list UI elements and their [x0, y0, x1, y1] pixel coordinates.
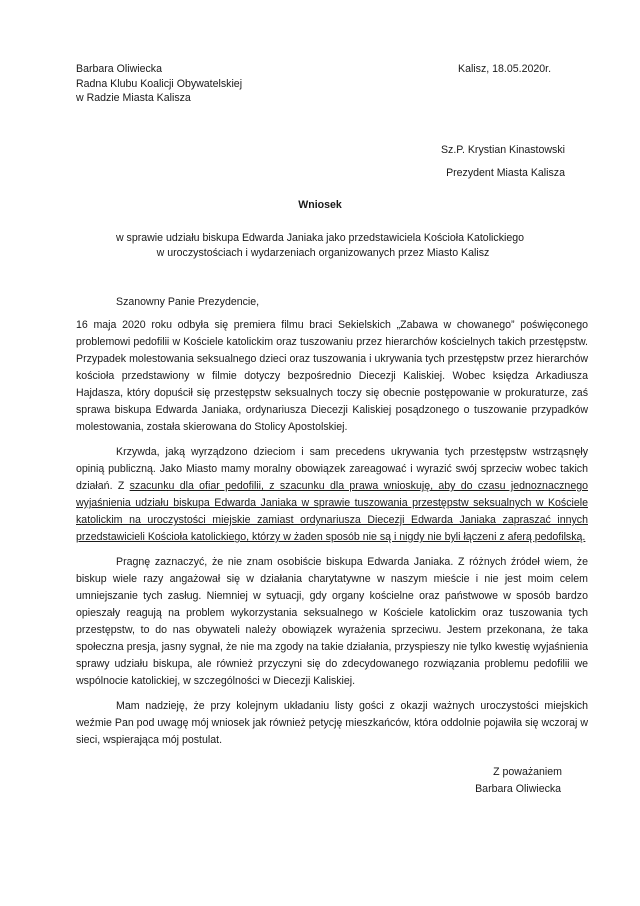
closing-phrase: Z poważaniem	[493, 766, 562, 778]
subject-line-1: w sprawie udziału biskupa Edwarda Janiaka jako przedstawiciela Kościoła Katolickiego	[115, 232, 525, 244]
recipient-name: Sz.P. Krystian Kinastowski	[440, 144, 565, 156]
closing-block	[475, 764, 562, 798]
document-title: Wniosek	[298, 199, 342, 211]
subject-line-2: w uroczystościach i wydarzeniach organizowanych przez Miasto Kalisz	[156, 247, 490, 259]
paragraph-2-underlined-request: szacunku dla ofiar pedofilii, z szacunku dla prawa wnioskuję, aby do czasu jednoznacznego wyjaśnienia udziału biskupa Edwarda Janiaka w sprawie tuszowania przestępstw seksualnych w Kościele katolickim na uroczystości miejskie zamiast ordynariusza Diecezji Edwarda Janiaka zapraszać innych przedstawicieli Kościoła katolickiego, którzy w żaden sposób nie są i nigdy nie byli łączeni z aferą pedofilską.	[76, 480, 589, 543]
recipient-block	[441, 143, 565, 189]
paragraph-3: Pragnę zaznaczyć, że nie znam osobiście biskupa Edwarda Janiaka. Z różnych źródeł wiem, że biskup wiele razy angażował się w działania charytatywne w naszym mieście i nie jest moim celem umniejszanie tych zasług. Niemniej w sytuacji, gdy organy kościelne oraz państwowe w sposób bardzo opieszały reagują na problem wykorzystania seksualnego w Kościele katolickim oraz tuszowania tych przestępstw, to do nas obywateli należy obowiązek wyrażenia sprzeciwu. Jestem przekonana, że taka społeczna presja, jasny sygnał, że nie ma zgody na takie działania, przyspieszy nie tylko kwestię wyjaśnienia sprawy udziału biskupa, ale również przyczyni się do zdecydowanego rozwiązania problemu pedofilii we wspólnocie katolickiej, w szczególności w Diecezji Kaliskiej.	[76, 556, 588, 687]
sender-name: Barbara Oliwiecka	[76, 63, 162, 75]
paragraph-2	[76, 444, 588, 546]
letter-body	[76, 294, 588, 757]
recipient-title: Prezydent Miasta Kalisza	[446, 167, 565, 179]
sender-role: Radna Klubu Koalicji Obywatelskiej	[76, 77, 243, 90]
sender-block	[76, 62, 242, 106]
paragraph-2-text: Krzywda, jaką wyrządzono dzieciom i sam precedens ukrywania tych przestępstw wstrząsnęły opinią publiczną. Jako Miasto mamy moralny obowiązek zareagować i wyrazić swój sprzeciw wobec takich działań. Z	[76, 446, 588, 492]
signature: Barbara Oliwiecka	[475, 783, 562, 795]
salutation: Szanowny Panie Prezydencie,	[116, 296, 260, 308]
paragraph-4: Mam nadzieję, że przy kolejnym układaniu listy gości z okazji ważnych uroczystości miejskich weźmie Pan pod uwagę mój wniosek jak również petycję mieszkańców, która oddolnie pojawiła się wczoraj w sieci, wspierająca mój postulat.	[76, 700, 588, 746]
document-subject	[0, 231, 640, 261]
sender-council: w Radzie Miasta Kalisza	[76, 92, 191, 104]
letter-date: Kalisz, 18.05.2020r.	[458, 63, 552, 75]
paragraph-1: 16 maja 2020 roku odbyła się premiera filmu braci Sekielskich „Zabawa w chowanego” poświęconego problemowi pedofilii w Kościele katolickim oraz tuszowaniu przez hierarchów kościelnych takich przestępstw. Przypadek molestowania seksualnego dzieci oraz tuszowania i ukrywania tych przestępstw przez hierarchów kościoła przedstawiony w filmie dotyczy bezpośrednio Diecezji Kaliskiej. Wobec księdza Arkadiusza Hajdasza, który dopuścił się przestępstw seksualnych toczy się obecnie postępowanie w prokuraturze, zaś sprawa biskupa Edwarda Janiaka, ordynariusza Diecezji Kaliskiej posądzonego o tuszowanie przypadków molestowania, została skierowana do Stolicy Apostolskiej.	[76, 319, 588, 433]
